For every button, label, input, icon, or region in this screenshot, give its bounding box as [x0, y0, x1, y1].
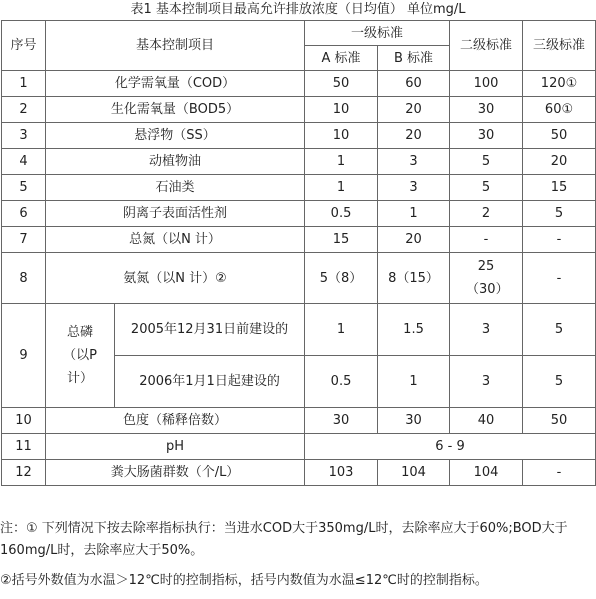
- cell-a: 10: [305, 123, 378, 149]
- cell-grade3: 120①: [523, 71, 596, 97]
- table-row: [2, 97, 596, 123]
- condition-before: 2005年12月31日前建设的: [115, 304, 305, 356]
- cell-grade2: 3: [450, 304, 523, 356]
- cell-b: 20: [378, 97, 450, 123]
- row-item: 色度（稀释倍数）: [46, 408, 305, 434]
- cell-grade3: 5: [523, 356, 596, 408]
- row-item: 石油类: [46, 175, 305, 201]
- cell-b: 1: [378, 201, 450, 227]
- cell-b: 30: [378, 408, 450, 434]
- table-caption: 表1 基本控制项目最高允许排放浓度（日均值） 单位mg/L: [130, 2, 466, 17]
- table-row: [2, 71, 596, 97]
- header-row: [2, 21, 596, 46]
- row-no: 4: [2, 149, 46, 175]
- condition-after: 2006年1月1日起建设的: [115, 356, 305, 408]
- cell-grade3: 50: [523, 123, 596, 149]
- cell-b: 20: [378, 123, 450, 149]
- cell-a: 30: [305, 408, 378, 434]
- row-no: 2: [2, 97, 46, 123]
- cell-grade2: 5: [450, 149, 523, 175]
- discharge-standard-table: [1, 20, 596, 486]
- row-no: 9: [2, 304, 46, 408]
- cell-a: 0.5: [305, 356, 378, 408]
- row-item: 氨氮（以N 计）②: [46, 253, 305, 304]
- row-no: 3: [2, 123, 46, 149]
- cell-grade2: 3: [450, 356, 523, 408]
- cell-a: 15: [305, 227, 378, 253]
- table-row: [2, 434, 596, 460]
- cell-b: 8（15）: [378, 253, 450, 304]
- row-no: 5: [2, 175, 46, 201]
- cell-b: 1: [378, 356, 450, 408]
- row-no: 8: [2, 253, 46, 304]
- header-grade1-b: B 标准: [378, 46, 450, 71]
- cell-grade3: 60①: [523, 97, 596, 123]
- table-row: [2, 460, 596, 486]
- table-row: [2, 304, 596, 356]
- row-item: 生化需氧量（BOD5）: [46, 97, 305, 123]
- row-no: 11: [2, 434, 46, 460]
- cell-grade2: 100: [450, 71, 523, 97]
- note-1: 注：① 下列情况下按去除率指标执行：当进水COD大于350mg/L时，去除率应大于60%;BOD大于160mg/L时，去除率应大于50%。: [0, 521, 568, 558]
- cell-b: 20: [378, 227, 450, 253]
- row-item: 悬浮物（SS）: [46, 123, 305, 149]
- cell-grade2: 5: [450, 175, 523, 201]
- row-no: 7: [2, 227, 46, 253]
- table-row: [2, 149, 596, 175]
- table-row: [2, 227, 596, 253]
- cell-grade2: 2: [450, 201, 523, 227]
- header-grade2: 二级标准: [450, 21, 523, 71]
- row-item: 动植物油: [46, 149, 305, 175]
- header-seq: 序号: [2, 21, 46, 71]
- header-item: 基本控制项目: [46, 21, 305, 71]
- table-row: [2, 123, 596, 149]
- cell-a: 50: [305, 71, 378, 97]
- cell-grade2: 25（30）: [450, 253, 523, 304]
- cell-grade3: 15: [523, 175, 596, 201]
- row-no: 6: [2, 201, 46, 227]
- row-no: 12: [2, 460, 46, 486]
- cell-grade2: -: [450, 227, 523, 253]
- cell-b: 3: [378, 175, 450, 201]
- cell-a: 5（8）: [305, 253, 378, 304]
- ph-value: 6 - 9: [305, 434, 596, 460]
- cell-a: 1: [305, 175, 378, 201]
- cell-a: 0.5: [305, 201, 378, 227]
- table-row: [2, 175, 596, 201]
- cell-grade3: -: [523, 253, 596, 304]
- row-item: 粪大肠菌群数（个/L）: [46, 460, 305, 486]
- header-grade1: 一级标准: [305, 21, 450, 46]
- cell-b: 104: [378, 460, 450, 486]
- cell-a: 10: [305, 97, 378, 123]
- cell-b: 1.5: [378, 304, 450, 356]
- cell-grade2: 30: [450, 123, 523, 149]
- table-row: [2, 408, 596, 434]
- cell-b: 3: [378, 149, 450, 175]
- cell-grade2: 40: [450, 408, 523, 434]
- cell-a: 103: [305, 460, 378, 486]
- row-item: 化学需氧量（COD）: [46, 71, 305, 97]
- cell-grade3: 20: [523, 149, 596, 175]
- cell-grade3: -: [523, 460, 596, 486]
- table-row: [2, 201, 596, 227]
- cell-a: 1: [305, 149, 378, 175]
- cell-grade2: 104: [450, 460, 523, 486]
- cell-grade3: 50: [523, 408, 596, 434]
- cell-grade3: -: [523, 227, 596, 253]
- row-item: 阴离子表面活性剂: [46, 201, 305, 227]
- header-grade3: 三级标准: [523, 21, 596, 71]
- row-no: 1: [2, 71, 46, 97]
- cell-grade2: 30: [450, 97, 523, 123]
- cell-grade3: 5: [523, 201, 596, 227]
- table-row: [2, 253, 596, 304]
- row-no: 10: [2, 408, 46, 434]
- cell-grade3: 5: [523, 304, 596, 356]
- header-grade1-a: A 标准: [305, 46, 378, 71]
- cell-a: 1: [305, 304, 378, 356]
- row-item: 总氮（以N 计）: [46, 227, 305, 253]
- phosphorus-label: 总磷（以P 计）: [46, 304, 115, 408]
- note-2: ②括号外数值为水温＞12℃时的控制指标，括号内数值为水温≤12℃时的控制指标。: [0, 573, 488, 588]
- cell-b: 60: [378, 71, 450, 97]
- row-item: pH: [46, 434, 305, 460]
